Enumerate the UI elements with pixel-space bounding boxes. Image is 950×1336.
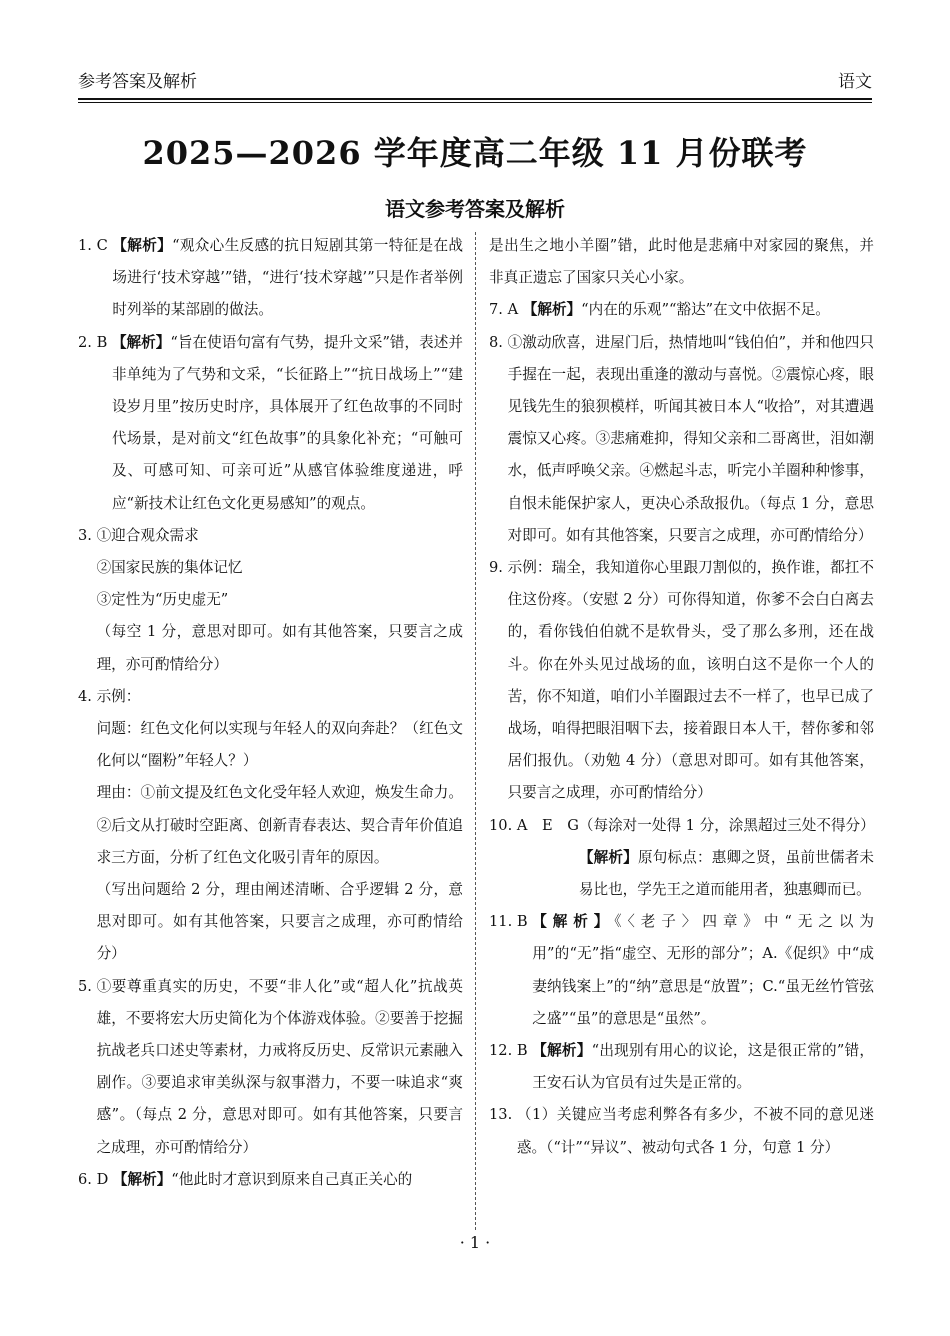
answer-paragraph — [97, 520, 463, 552]
answer-body — [508, 552, 874, 810]
answer-text: “旨在使语句富有气势，提升文采”错，表述并非单纯为了气势和文采，“长征路上”“抗日战场上”“建设岁月里”按历史时序，具体展开了红色故事的不同时代场景，是对前文“红色故事”的具象化补充；“可触可及、可感可知、可亲可近”从感官体验维度递进，呼应“新技术让红色文化更易感知”的观点。 — [111, 333, 463, 512]
answer-text: 示例：瑞全，我知道你心里跟刀割似的，换作谁，都扛不住这份疼。（安慰 2 分）可你得知道，你爹不会白白离去的，看你钱伯伯就不是软骨头，受了那么多刑，还在战斗。你在外头见过战场的血，该明白这不是你一个人的苦，你不知道，咱们小羊圈跟过去不一样了，也早已成了战场，咱得把眼泪咽下去，接着跟日本人干，替你爹和邻居们报仇。（劝勉 4 分）（意思对即可。如有其他答案，只要言之成理，亦可酌情给分） — [507, 559, 874, 802]
answer-body — [489, 230, 874, 294]
document-subtitle: 语文参考答案及解析 — [385, 197, 565, 221]
answer-body — [579, 810, 874, 907]
answer-text: ②国家民族的集体记忆 — [96, 559, 243, 577]
answer-number: 10. A E G — [489, 816, 579, 834]
answer-number: 12. B — [489, 1042, 533, 1060]
answer-paragraph — [97, 616, 463, 680]
answer-text: “出现别有用心的议论，这是很正常的”错，王安石认为官员有过失是正常的。 — [532, 1042, 874, 1092]
page-number: · 1 · — [459, 1233, 491, 1252]
answer-paragraph — [97, 584, 463, 616]
answer-item — [489, 230, 874, 294]
answer-item — [489, 1099, 874, 1163]
answer-item — [489, 327, 874, 552]
answer-number: 13. — [489, 1106, 517, 1124]
answer-item — [489, 1035, 874, 1099]
answer-body — [97, 681, 463, 971]
answer-number: 9. — [489, 559, 508, 577]
analysis-label: 【解析】 — [578, 848, 638, 866]
answer-number: 5. — [78, 977, 97, 995]
answer-text: ①要尊重真实的历史，不要“非人化”或“超人化”抗战英雄，不要将宏大历史简化为个体游戏体验。②要善于挖掘抗战老兵口述史等素材，力戒将反历史、反常识元素融入剧作。③要追求审美纵深与叙事潜力，不要一味追求“爽感”。（每点 2 分，意思对即可。如有其他答案，只要言之成理，亦可酌情给分） — [96, 977, 463, 1156]
answer-body — [97, 520, 463, 681]
header-rule-thick — [78, 98, 872, 100]
answer-item — [78, 230, 463, 327]
answer-text: “观众心生反感的抗日短剧其第一特征是在战场进行‘技术穿越’”错，“进行‘技术穿越’”只是作者举例时列举的某部剧的做法。 — [112, 237, 463, 319]
answer-paragraph — [523, 294, 874, 326]
answer-text: 问题：红色文化何以实现与年轻人的双向奔赴？（红色文化何以“圈粉”年轻人？） — [96, 720, 463, 770]
answer-number: 1. C — [78, 237, 113, 254]
answer-paragraph — [97, 681, 463, 713]
answer-text: （每空 1 分，意思对即可。如有其他答案，只要言之成理，亦可酌情给分） — [96, 623, 463, 673]
document-title: 2025—2026 学年度高二年级 11 月份联考 — [142, 134, 808, 172]
answer-paragraph — [113, 1164, 463, 1196]
header-rule-thin — [78, 102, 872, 103]
answer-item — [78, 1164, 463, 1196]
answer-number: 4. — [78, 687, 97, 705]
answer-item — [489, 810, 874, 907]
answer-paragraph — [579, 842, 874, 906]
answer-number: 11. B — [489, 913, 533, 931]
answer-item — [489, 906, 874, 1035]
right-column — [489, 230, 874, 1164]
analysis-label: 【解析】 — [532, 1042, 592, 1060]
header-left-label: 参考答案及解析 — [78, 72, 197, 92]
answer-item — [78, 681, 463, 971]
answer-body — [532, 1035, 874, 1099]
left-column — [78, 230, 463, 1196]
answer-paragraph — [97, 713, 463, 777]
answer-text: ①激动欣喜，进屋门后，热情地叫“钱伯伯”，并和他四只手握在一起，表现出重逢的激动与喜悦。②震惊心疼，眼见钱先生的狼狈模样，听闻其被日本人“收拾”，对其遭遇震惊又心疼。③悲痛难抑，得知父亲和二哥离世，泪如潮水，低声呼唤父亲。④燃起斗志，听完小羊圈种种惨事，自恨未能保护家人，更决心杀敌报仇。（每点 1 分，意思对即可。如有其他答案，只要言之成理，亦可酌情给分） — [507, 333, 874, 544]
answer-number: 8. — [489, 333, 508, 351]
analysis-label: 【解析】 — [112, 1170, 172, 1188]
column-divider — [475, 232, 476, 1230]
header-subject-label: 语文 — [838, 72, 872, 92]
answer-paragraph — [97, 874, 463, 971]
analysis-label: 【解析】 — [112, 237, 173, 254]
answer-item — [78, 971, 463, 1164]
answer-text: “他此时才意识到原来自己真正关心的 — [171, 1170, 413, 1188]
answer-text: ③定性为“历史虚无” — [96, 591, 229, 609]
analysis-label: 【解析】 — [532, 913, 615, 931]
answer-text: 《〈老子〉四章》中“无之以为用”的“无”指“虚空、无形的部分”；A.《促织》中“成妻纳钱案上”的“纳”意思是“放置”；C.“虽无丝竹管弦之盛”“虽”的意思是“虽然”。 — [532, 913, 874, 1027]
answer-text: 是出生之地小羊圈”错，此时他是悲痛中对家园的聚焦，并非真正遗忘了国家只关心小家。 — [489, 237, 874, 287]
answer-text: （1）关键应当考虑利弊各有多少，不被不同的意见迷惑。（“计”“异议”、被动句式各 1 分，句意 1 分） — [516, 1106, 874, 1156]
answer-paragraph — [508, 552, 874, 810]
answer-body — [508, 327, 874, 552]
answer-item — [489, 294, 874, 326]
answer-body — [113, 1164, 463, 1196]
answer-number: 3. — [78, 526, 97, 544]
answer-body — [517, 1099, 874, 1163]
answer-number: 7. A — [489, 301, 523, 319]
answer-body — [112, 327, 463, 520]
answer-number: 6. D — [78, 1170, 113, 1188]
page-header — [78, 58, 872, 98]
answer-text: 原句标点：惠卿之贤，虽前世儒者未易比也，学先王之道而能用者，独惠卿而已。 — [578, 848, 874, 899]
answer-text: “内在的乐观”“豁达”在文中依据不足。 — [581, 301, 830, 319]
answer-paragraph — [97, 552, 463, 584]
answer-paragraph — [517, 1099, 874, 1163]
analysis-label: 【解析】 — [111, 333, 171, 351]
answer-paragraph — [508, 327, 874, 552]
answer-number: 2. B — [78, 333, 112, 351]
answer-paragraph — [532, 1035, 874, 1099]
answer-paragraph — [489, 230, 874, 294]
answer-item — [489, 552, 874, 810]
answer-text: 理由：①前文提及红色文化受年轻人欢迎，焕发生命力。②后文从打破时空距离、创新青春表达、契合青年价值追求三方面，分析了红色文化吸引青年的原因。 — [96, 784, 463, 866]
answer-item — [78, 520, 463, 681]
answer-text: 示例： — [96, 687, 141, 705]
answer-text: （写出问题给 2 分，理由阐述清晰、合乎逻辑 2 分，意思对即可。如有其他答案，只要言之成理，亦可酌情给分） — [96, 881, 463, 963]
answer-body — [532, 906, 874, 1035]
answer-paragraph — [97, 971, 463, 1164]
answer-paragraph — [97, 777, 463, 874]
answer-body — [523, 294, 874, 326]
analysis-label: 【解析】 — [522, 301, 582, 319]
answer-text: （每涂对一处得 1 分，涂黑超过三处不得分） — [578, 816, 875, 834]
answer-text: ①迎合观众需求 — [96, 526, 199, 544]
answer-body — [97, 971, 463, 1164]
answer-item — [78, 327, 463, 520]
answer-paragraph — [112, 230, 463, 327]
answer-paragraph — [112, 327, 463, 520]
answer-paragraph — [579, 810, 874, 842]
answer-body — [112, 230, 463, 327]
answer-paragraph — [532, 906, 874, 1035]
